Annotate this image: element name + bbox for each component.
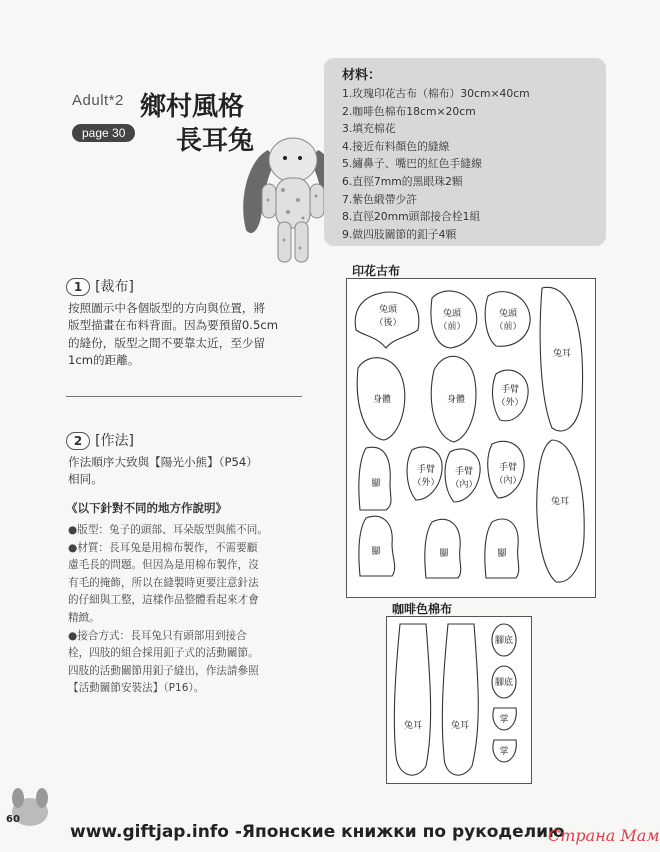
material-item: 5.繡鼻子、嘴巴的紅色手縫線	[342, 157, 482, 171]
section2-bullets	[68, 522, 308, 698]
footer-site-text: www.giftjap.info -Японские книжки по рукоделию	[70, 822, 565, 842]
section1-number: 1	[66, 278, 90, 296]
pattern2-label: 咖啡色棉布	[392, 602, 453, 616]
piece-label: 兔耳	[450, 721, 470, 731]
section2-subheading: 《以下針對不同的地方作說明》	[66, 501, 227, 515]
page-title-line1: 鄉村風格	[140, 92, 245, 122]
bullet-line: ●接合方式：長耳兔只有頭部用到接合	[68, 629, 247, 642]
bunny-left-leg	[278, 222, 291, 262]
body-line: 1cm的距離。	[68, 353, 140, 368]
piece-label: （內）	[494, 476, 522, 486]
material-item: 8.直徑20mm頭部接合栓1組	[342, 210, 481, 224]
piece-label: 手臂	[416, 465, 436, 475]
piece-label: （前）	[494, 322, 522, 332]
materials-box	[324, 58, 606, 246]
piece-label: 掌	[499, 715, 509, 725]
watermark-text: Страна Мам	[548, 826, 660, 845]
piece-label: 掌	[499, 747, 509, 757]
piece-label: 身體	[446, 395, 466, 405]
piece-label: 腳	[371, 547, 381, 557]
bullet-line: 栓，四肢的組合採用釦子式的活動關節。	[68, 647, 259, 660]
bullet-line: ●材質：長耳兔是用棉布製作，不需要顧	[68, 541, 258, 554]
piece-label: 腳	[439, 549, 449, 559]
section2-body	[68, 454, 304, 489]
piece-label: 兔耳	[552, 349, 572, 359]
section1-body	[68, 300, 304, 370]
body-line: 的縫份，版型之間不要靠太近，至少留	[68, 335, 266, 350]
material-item: 7.紫色緞帶少許	[342, 192, 418, 206]
piece-label: 腳	[497, 549, 507, 559]
section1-title: [裁布]	[95, 279, 135, 295]
materials-heading: 材料：	[342, 68, 382, 83]
bunny-body	[276, 178, 310, 228]
piece-label: （後）	[374, 318, 402, 328]
page-number: 60	[6, 814, 20, 825]
pattern1-panel	[346, 278, 596, 598]
piece-label: 手臂	[498, 463, 518, 473]
piece-label: 腳底	[494, 636, 514, 646]
piece-label: （外）	[412, 478, 440, 488]
piece-label: 身體	[372, 395, 392, 405]
bunny-right-eye	[298, 156, 302, 160]
bullet-line: 精緻。	[68, 611, 100, 624]
bunny-left-eye	[283, 156, 287, 160]
material-item: 6.直徑7mm的黑眼珠2顆	[342, 174, 463, 188]
bunny-right-leg	[295, 222, 308, 262]
piece-brown-ear-1	[394, 624, 430, 775]
material-item: 3.填充棉花	[342, 122, 396, 136]
piece-label: 兔頭	[378, 305, 398, 315]
material-item: 9.做四肢關節的釦子4顆	[342, 227, 457, 241]
piece-label: 兔頭	[498, 309, 518, 319]
page-title-line2: 長耳兔	[176, 126, 255, 156]
piece-label: 腳	[371, 479, 381, 489]
body-line: 版型描畫在布料背面。因為要預留0.5cm	[68, 318, 279, 333]
piece-label: （外）	[496, 398, 524, 408]
page-reference-badge: page 30	[72, 124, 135, 142]
bullet-line: 有毛的掩飾，所以在縫製時更要注意針法	[68, 576, 259, 589]
bullet-line: 四肢的活動關節用釦子縫出，作法請參照	[68, 664, 259, 677]
piece-label: 手臂	[454, 467, 474, 477]
bullet-line: 的仔細與工整，這樣作品整體看起來才會	[68, 594, 259, 607]
section2-title: [作法]	[95, 433, 135, 449]
body-line: 作法順序大致與【陽光小熊】（P54）	[68, 455, 258, 469]
material-item: 2.咖啡色棉布18cm×20cm	[342, 104, 476, 118]
bullet-line: ●版型：兔子的頭部、耳朵版型與熊不同。	[68, 524, 268, 536]
piece-label: （前）	[438, 322, 466, 332]
section2-number: 2	[66, 432, 90, 450]
body-line: 按照圖示中各個版型的方向與位置，將	[68, 301, 266, 315]
bunny-right-arm	[310, 184, 324, 218]
section1-header	[66, 276, 134, 296]
bunny-head	[269, 138, 317, 182]
bullet-line: 【活動關節安裝法】（P16）。	[68, 682, 205, 695]
piece-label: 兔耳	[403, 721, 423, 731]
body-line: 相同。	[68, 472, 103, 487]
piece-label: 兔耳	[550, 497, 570, 507]
pattern2-panel	[386, 616, 532, 784]
piece-label: （內）	[450, 480, 478, 490]
material-item: 4.接近布料顏色的縫線	[342, 139, 450, 153]
bullet-line: 慮毛長的問題。但因為是用棉布製作，沒	[68, 559, 259, 572]
piece-brown-ear-2	[442, 624, 478, 775]
material-item: 1.玫瑰印花古布（棉布）30cm×40cm	[342, 87, 530, 100]
pattern1-label: 印花古布	[352, 264, 401, 278]
piece-label: 兔頭	[442, 309, 462, 319]
piece-label: 手臂	[500, 385, 520, 395]
section-divider	[66, 396, 302, 397]
adult-count-label: Adult*2	[72, 92, 124, 109]
section2-header	[66, 430, 134, 450]
piece-label: 腳底	[494, 678, 514, 688]
